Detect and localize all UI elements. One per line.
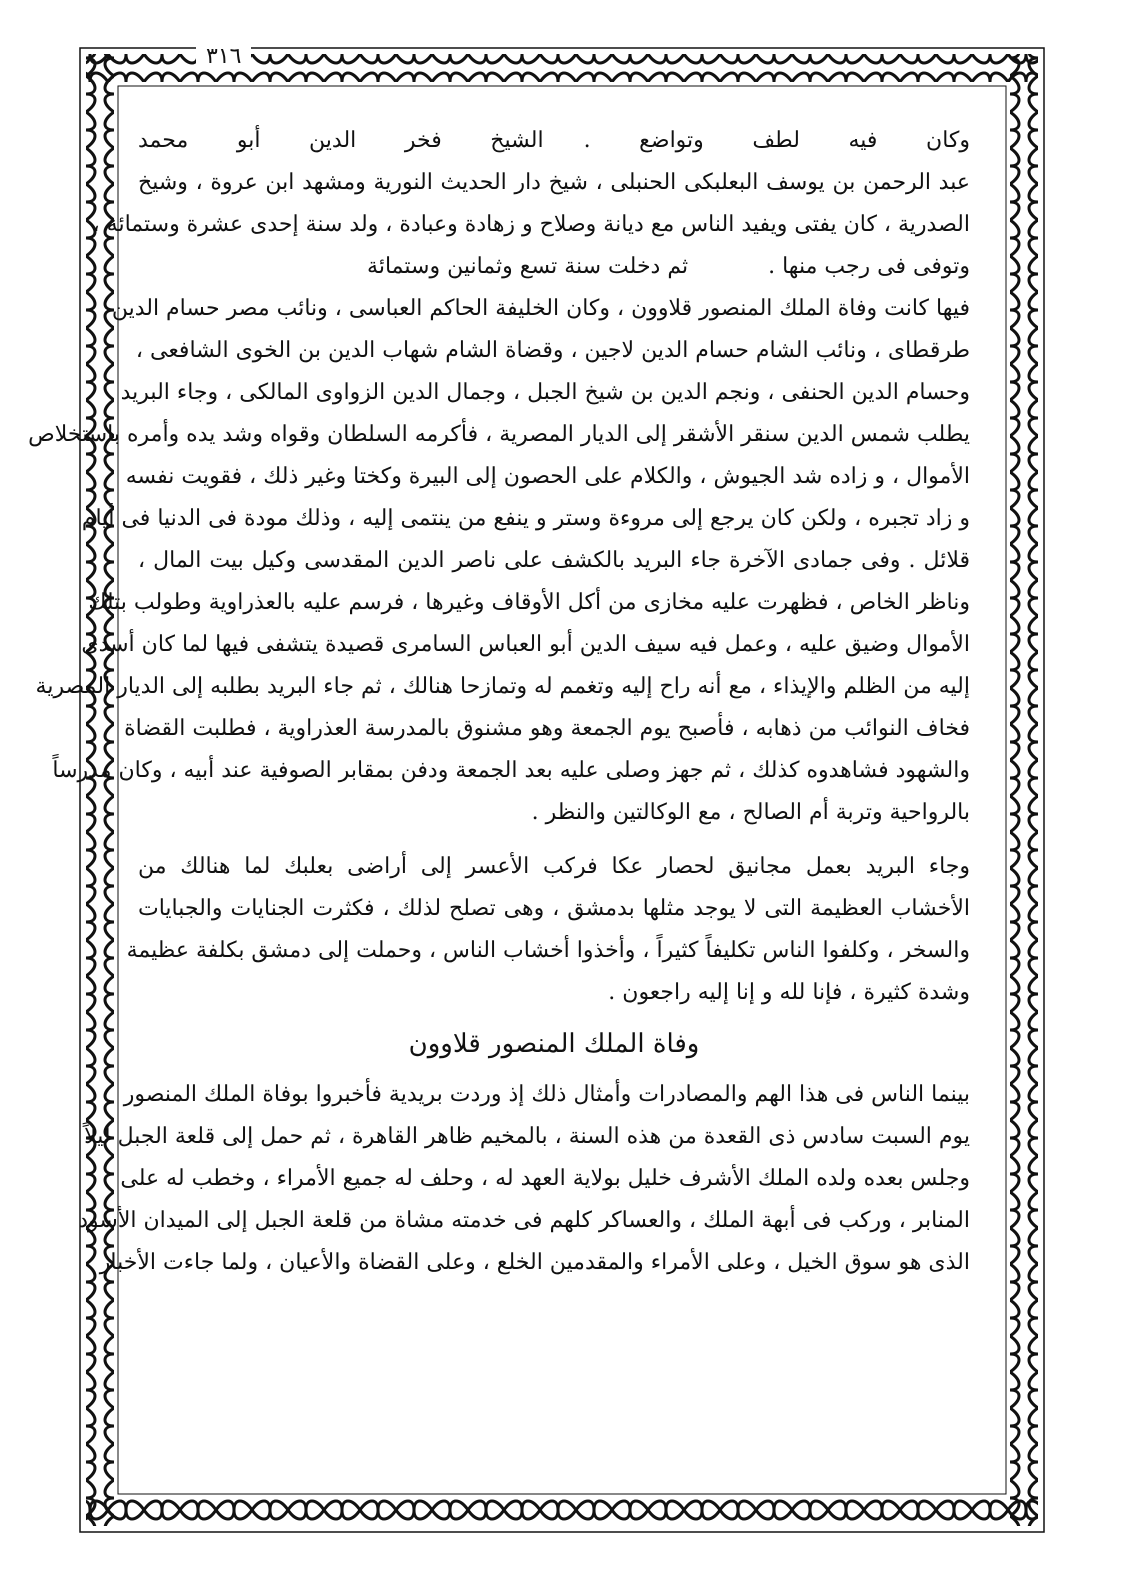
section-title: وفاة الملك المنصور قلاوون [408,1029,700,1059]
text-line: الصدرية ، كان يفتى ويفيد الناس مع ديانة وصلاح و زهادة وعبادة ، ولد سنة إحدى عشرة وستمائة ، [92,212,970,237]
text-line: و زاد تجبره ، ولكن كان يرجع إلى مروءة وستر و ينفع من ينتمى إليه ، وذلك مودة فى الدنيا فى أيام [81,506,970,531]
text-line: إليه من الظلم والإيذاء ، مع أنه راح إليه وتغمم له وتمازحا هنالك ، ثم جاء البريد بطلبه إلى الديار المصرية [35,674,970,699]
text-line: الذى هو سوق الخيل ، وعلى الأمراء والمقدمين الخلع ، وعلى القضاة والأعيان ، ولما جاءت الأخبار [99,1250,970,1275]
text-line: يطلب شمس الدين سنقر الأشقر إلى الديار المصرية ، فأكرمه السلطان وقواه وشد يده وأمره باستخلاص [28,422,970,447]
text-line: والسخر ، وكلفوا الناس تكليفاً كثيراً ، وأخذوا أخشاب الناس ، وحملت إلى دمشق بكلفة عظيمة [126,938,970,963]
text-line: عبد الرحمن بن يوسف البعلبكى الحنبلى ، شيخ دار الحديث النورية ومشهد ابن عروة ، وشيخ [138,170,970,195]
text-line: بالرواحية وتربة أم الصالح ، مع الوكالتين والنظر . [531,800,970,825]
text-line: الأموال ، و زاده شد الجيوش ، والكلام على الحصون إلى البيرة وكختا وغير ذلك ، فقويت نفسه [125,464,970,489]
text-line: فخاف النوائب من ذهابه ، فأصبح يوم الجمعة وهو مشنوق بالمدرسة العذراوية ، فطلبت القضاة [124,716,970,741]
text-line: الأموال وضيق عليه ، وعمل فيه سيف الدين أبو العباس السامرى قصيدة يتشفى فيها لما كان أسدى [81,632,970,657]
text-fragment: وتوفى فى رجب منها . [768,254,970,279]
text-line: يوم السبت سادس ذى القعدة من هذه السنة ، بالمخيم ظاهر القاهرة ، ثم حمل إلى قلعة الجبل ليلاً [84,1124,970,1149]
text-line: وجلس بعده ولده الملك الأشرف خليل بولاية العهد له ، وحلف له جميع الأمراء ، وخطب له على [120,1166,970,1191]
text-line: فيها كانت وفاة الملك المنصور قلاوون ، وكان الخليفة الحاكم العباسى ، ونائب مصر حسام الدين [111,296,970,321]
page-number: ٣١٦ [196,44,251,69]
section-heading-inline: الشيخ فخر الدين أبو محمد [138,128,544,153]
text-line: قلائل . وفى جمادى الآخرة جاء البريد بالكشف على ناصر الدين المقدسى وكيل بيت المال ، [138,548,970,573]
year-heading-inline: ثم دخلت سنة تسع وثمانين وستمائة [367,254,689,279]
text-line [138,246,970,288]
text-line: وناظر الخاص ، فظهرت عليه مخازى من أكل الأوقاف وغيرها ، فرسم عليه بالعذراوية وطولب بتلك [88,590,970,615]
text-line [138,120,970,162]
page-body [28,120,970,1420]
text-line: والشهود فشاهدوه كذلك ، ثم جهز وصلى عليه بعد الجمعة ودفن بمقابر الصوفية عند أبيه ، وكان مدرساً [52,758,970,783]
text-line: المنابر ، وركب فى أبهة الملك ، والعساكر كلهم فى خدمته مشاة من قلعة الجبل إلى الميدان الأسود [78,1208,970,1233]
text-fragment: وكان فيه لطف وتواضع . [583,128,970,153]
text-line: طرقطاى ، ونائب الشام حسام الدين لاجين ، وقضاة الشام شهاب الدين بن الخوى الشافعى ، [135,338,970,363]
text-line: وحسام الدين الحنفى ، ونجم الدين بن شيخ الجبل ، وجمال الدين الزواوى المالكى ، وجاء البريد [120,380,970,405]
text-line: بينما الناس فى هذا الهم والمصادرات وأمثال ذلك إذ وردت بريدية فأخبروا بوفاة الملك المنصور [123,1082,970,1107]
text-line: وشدة كثيرة ، فإنا لله و إنا إليه راجعون . [608,980,970,1005]
text-line: وجاء البريد بعمل مجانيق لحصار عكا فركب الأعسر إلى أراضى بعلبك لما هنالك من [138,854,970,879]
text-line: الأخشاب العظيمة التى لا يوجد مثلها بدمشق ، وهى تصلح لذلك ، فكثرت الجنايات والجبايات [138,896,970,921]
